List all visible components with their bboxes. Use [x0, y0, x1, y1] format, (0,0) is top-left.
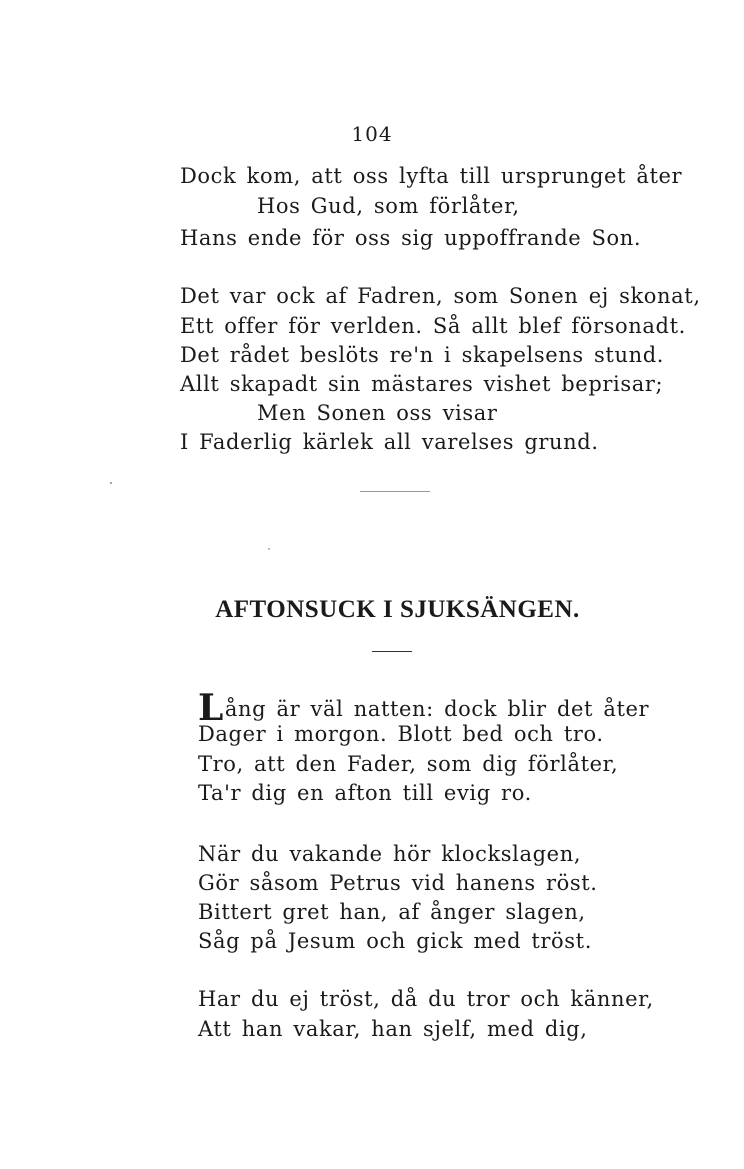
poem-title: AFTONSUCK I SJUKSÄNGEN.: [215, 596, 580, 623]
section-divider: [360, 491, 430, 492]
verse-line: Allt skapadt sin mästares vishet beprisar;: [180, 372, 664, 396]
verse-line: Såg på Jesum och gick med tröst.: [198, 929, 592, 953]
paper-speck: [110, 482, 112, 484]
verse-line-first: [198, 687, 650, 729]
verse-line: Dock kom, att oss lyfta till ursprunget åter: [180, 164, 683, 188]
verse-line: Har du ej tröst, då du tror och känner,: [198, 987, 654, 1011]
verse-line: Bittert gret han, af ånger slagen,: [198, 900, 586, 924]
verse-line: När du vakande hör klockslagen,: [198, 842, 582, 866]
page-number: 104: [351, 122, 393, 146]
verse-line: Men Sonen oss visar: [257, 401, 498, 425]
verse-line: Hos Gud, som förlåter,: [257, 194, 520, 218]
verse-line: Gör såsom Petrus vid hanens röst.: [198, 871, 598, 895]
verse-line-rest: ång är väl natten: dock blir det åter: [224, 697, 650, 721]
verse-line: I Faderlig kärlek all varelses grund.: [180, 430, 599, 454]
verse-line: Att han vakar, han sjelf, med dig,: [198, 1017, 588, 1041]
verse-line: Hans ende för oss sig uppoffrande Son.: [180, 226, 642, 250]
verse-line: Tro, att den Fader, som dig förlåter,: [198, 752, 619, 776]
paper-speck: [268, 548, 270, 550]
verse-line: Ta'r dig en afton till evig ro.: [198, 781, 532, 805]
verse-line: Det rådet beslöts re'n i skapelsens stund.: [180, 343, 665, 367]
verse-line: Dager i morgon. Blott bed och tro.: [198, 722, 604, 746]
verse-line: Det var ock af Fadren, som Sonen ej skonat,: [180, 284, 701, 308]
verse-line: Ett offer för verlden. Så allt blef försonadt.: [180, 314, 686, 338]
drop-cap: L: [198, 687, 224, 729]
title-underline: [372, 651, 412, 652]
